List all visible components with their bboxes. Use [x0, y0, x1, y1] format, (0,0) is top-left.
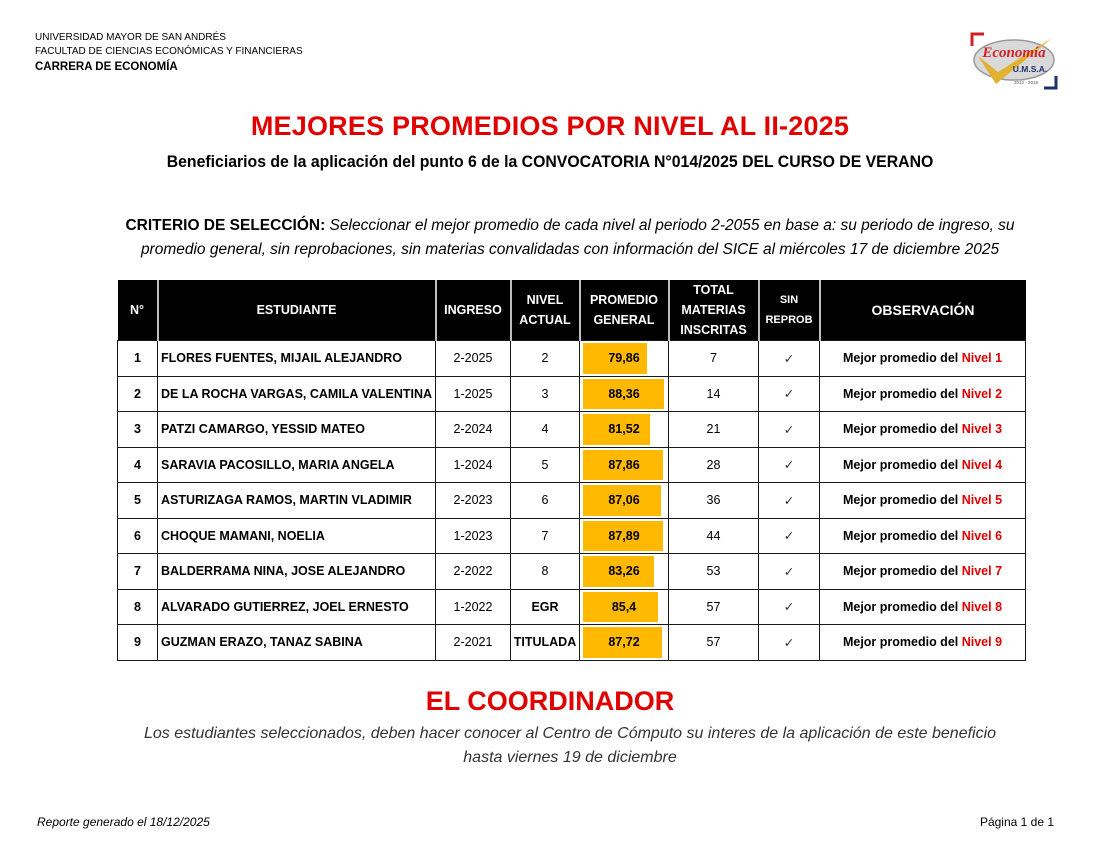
sin-reprob: [759, 447, 820, 483]
student-name: GUZMAN ERAZO, TANAZ SABINA: [158, 625, 436, 661]
checkmark-icon: ✓: [783, 387, 795, 402]
observacion: [820, 447, 1026, 483]
observacion-level: Nivel 1: [961, 351, 1003, 366]
observacion-prefix: Mejor promedio del: [842, 564, 962, 579]
table-row: [118, 483, 1026, 519]
checkmark-icon: ✓: [783, 422, 795, 437]
institution-header: [35, 31, 303, 75]
observacion: [820, 483, 1026, 519]
report-generated-date: Reporte generado el 18/12/2025: [37, 815, 210, 829]
sin-reprob: [759, 518, 820, 554]
header-num: N°: [118, 280, 158, 341]
observacion-prefix: Mejor promedio del: [842, 493, 962, 508]
checkmark-icon: ✓: [783, 635, 795, 650]
promedio-general: [580, 554, 669, 590]
promedio-general: [580, 341, 669, 377]
promedio-general: [580, 483, 669, 519]
nivel-actual: 6: [511, 483, 580, 519]
sin-reprob: [759, 589, 820, 625]
page-subtitle: Beneficiarios de la aplicación del punto 6 de la CONVOCATORIA N°014/2025 DEL CURSO DE VERANO: [166, 152, 934, 171]
observacion-level: Nivel 8: [961, 599, 1003, 614]
nivel-actual: 4: [511, 412, 580, 448]
header-sin-line2: REPROB: [765, 314, 813, 326]
sin-reprob: [759, 412, 820, 448]
observacion-level: Nivel 5: [961, 493, 1003, 508]
total-materias: 36: [669, 483, 759, 519]
observacion-prefix: Mejor promedio del: [842, 422, 962, 437]
ingreso: 2-2021: [436, 625, 511, 661]
row-number: 9: [118, 625, 158, 661]
checkmark-icon: ✓: [783, 564, 795, 579]
header-promedio-line1: PROMEDIO: [589, 293, 659, 307]
promedio-general: [580, 447, 669, 483]
logo-text-sub: U.M.S.A.: [1012, 64, 1048, 74]
row-number: 8: [118, 589, 158, 625]
table-row: [118, 447, 1026, 483]
promedio-value: 87,89: [608, 528, 640, 543]
criteria-text: Seleccionar el mejor promedio de cada nivel al periodo 2-2055 en base a: su periodo de ingreso, su promedio general, sin reprobaciones, sin materias convalidadas con información del SICE al miércoles 17 de diciembre 2025: [140, 217, 1015, 258]
observacion: [820, 625, 1026, 661]
selection-criteria: [110, 214, 1030, 262]
header-nivel: [511, 280, 580, 341]
student-name: ASTURIZAGA RAMOS, MARTIN VLADIMIR: [158, 483, 436, 519]
observacion-prefix: Mejor promedio del: [842, 635, 962, 650]
ingreso: 1-2022: [436, 589, 511, 625]
ingreso: 2-2022: [436, 554, 511, 590]
observacion-level: Nivel 3: [961, 422, 1003, 437]
nivel-actual: TITULADA: [511, 625, 580, 661]
row-number: 6: [118, 518, 158, 554]
total-materias: 7: [669, 341, 759, 377]
observacion: [820, 554, 1026, 590]
economia-umsa-logo-icon: [968, 30, 1060, 92]
ingreso: 1-2025: [436, 376, 511, 412]
observacion-prefix: Mejor promedio del: [842, 599, 962, 614]
observacion-level: Nivel 7: [961, 564, 1003, 579]
total-materias: 21: [669, 412, 759, 448]
table-row: [118, 412, 1026, 448]
page-title: MEJORES PROMEDIOS POR NIVEL AL II-2025: [250, 111, 850, 141]
observacion-level: Nivel 9: [961, 635, 1003, 650]
total-materias: 14: [669, 376, 759, 412]
row-number: 4: [118, 447, 158, 483]
ingreso: 2-2023: [436, 483, 511, 519]
observacion-prefix: Mejor promedio del: [842, 386, 962, 401]
university-name: UNIVERSIDAD MAYOR DE SAN ANDRÉS: [35, 32, 226, 43]
header-nivel-line1: NIVEL: [526, 293, 564, 307]
checkmark-icon: ✓: [783, 351, 795, 366]
ingreso: 2-2025: [436, 341, 511, 377]
student-name: FLORES FUENTES, MIJAIL ALEJANDRO: [158, 341, 436, 377]
checkmark-icon: ✓: [783, 529, 795, 544]
header-total-materias: [669, 280, 759, 341]
row-number: 5: [118, 483, 158, 519]
observacion: [820, 412, 1026, 448]
observacion-level: Nivel 2: [961, 386, 1003, 401]
promedio-general: [580, 518, 669, 554]
table-header-row: [118, 280, 1026, 341]
notice-text: Los estudiantes seleccionados, deben hacer conocer al Centro de Cómputo su interes de la aplicación de este beneficio hasta viernes 19 de diciembre: [143, 725, 997, 766]
student-name: BALDERRAMA NINA, JOSE ALEJANDRO: [158, 554, 436, 590]
checkmark-icon: ✓: [783, 493, 795, 508]
faculty-name: FACULTAD DE CIENCIAS ECONÓMICAS Y FINANCIERAS: [35, 46, 303, 57]
observacion-level: Nivel 4: [961, 457, 1003, 472]
observacion: [820, 518, 1026, 554]
header-total-line2: MATERIAS: [681, 303, 746, 317]
header-promedio-line2: GENERAL: [593, 313, 655, 327]
total-materias: 57: [669, 589, 759, 625]
nivel-actual: EGR: [511, 589, 580, 625]
table-row: [118, 376, 1026, 412]
table-row: [118, 589, 1026, 625]
observacion-level: Nivel 6: [961, 528, 1003, 543]
header-promedio: [580, 280, 669, 341]
observacion-prefix: Mejor promedio del: [842, 528, 962, 543]
header-observacion: OBSERVACIÓN: [820, 280, 1026, 341]
table-row: [118, 341, 1026, 377]
promedio-value: 85,4: [611, 599, 637, 614]
coordinator-heading: EL COORDINADOR: [425, 686, 675, 716]
logo-years: 2012 - 2018: [1013, 80, 1039, 85]
header-sin-line1: SIN: [779, 294, 799, 306]
observacion-prefix: Mejor promedio del: [842, 351, 962, 366]
promedio-value: 87,86: [608, 457, 640, 472]
student-name: PATZI CAMARGO, YESSID MATEO: [158, 412, 436, 448]
promedio-value: 87,72: [608, 635, 640, 650]
table-row: [118, 625, 1026, 661]
sin-reprob: [759, 625, 820, 661]
promedio-value: 87,06: [608, 493, 640, 508]
table-row: [118, 518, 1026, 554]
header-ingreso: INGRESO: [436, 280, 511, 341]
checkmark-icon: ✓: [783, 458, 795, 473]
sin-reprob: [759, 341, 820, 377]
logo-corner-navy: [1044, 76, 1056, 88]
header-total-line1: TOTAL: [693, 283, 734, 297]
total-materias: 44: [669, 518, 759, 554]
page-number: Página 1 de 1: [979, 815, 1054, 829]
promedio-general: [580, 589, 669, 625]
student-name: DE LA ROCHA VARGAS, CAMILA VALENTINA: [158, 376, 436, 412]
promedio-general: [580, 412, 669, 448]
nivel-actual: 7: [511, 518, 580, 554]
row-number: 7: [118, 554, 158, 590]
nivel-actual: 3: [511, 376, 580, 412]
total-materias: 53: [669, 554, 759, 590]
results-table: [117, 280, 1026, 661]
observacion: [820, 341, 1026, 377]
logo-text-main: Economía: [982, 45, 1046, 61]
student-name: ALVARADO GUTIERREZ, JOEL ERNESTO: [158, 589, 436, 625]
ingreso: 1-2023: [436, 518, 511, 554]
header-sin-reprob: [759, 280, 820, 341]
table-row: [118, 554, 1026, 590]
header-nivel-line2: ACTUAL: [519, 313, 571, 327]
nivel-actual: 8: [511, 554, 580, 590]
total-materias: 57: [669, 625, 759, 661]
nivel-actual: 5: [511, 447, 580, 483]
checkmark-icon: ✓: [783, 600, 795, 615]
observacion: [820, 589, 1026, 625]
ingreso: 1-2024: [436, 447, 511, 483]
row-number: 3: [118, 412, 158, 448]
promedio-value: 83,26: [608, 564, 640, 579]
promedio-value: 88,36: [608, 386, 640, 401]
criteria-label: CRITERIO DE SELECCIÓN:: [125, 217, 326, 234]
nivel-actual: 2: [511, 341, 580, 377]
sin-reprob: [759, 376, 820, 412]
row-number: 1: [118, 341, 158, 377]
sin-reprob: [759, 554, 820, 590]
student-name: CHOQUE MAMANI, NOELIA: [158, 518, 436, 554]
promedio-value: 81,52: [608, 422, 640, 437]
observacion-prefix: Mejor promedio del: [842, 457, 962, 472]
observacion: [820, 376, 1026, 412]
sin-reprob: [759, 483, 820, 519]
career-name: CARRERA DE ECONOMÍA: [35, 61, 178, 73]
total-materias: 28: [669, 447, 759, 483]
header-total-line3: INSCRITAS: [680, 323, 747, 337]
promedio-value: 79,86: [608, 351, 640, 366]
ingreso: 2-2024: [436, 412, 511, 448]
row-number: 2: [118, 376, 158, 412]
promedio-general: [580, 376, 669, 412]
header-estudiante: ESTUDIANTE: [158, 280, 436, 341]
student-name: SARAVIA PACOSILLO, MARIA ANGELA: [158, 447, 436, 483]
promedio-general: [580, 625, 669, 661]
